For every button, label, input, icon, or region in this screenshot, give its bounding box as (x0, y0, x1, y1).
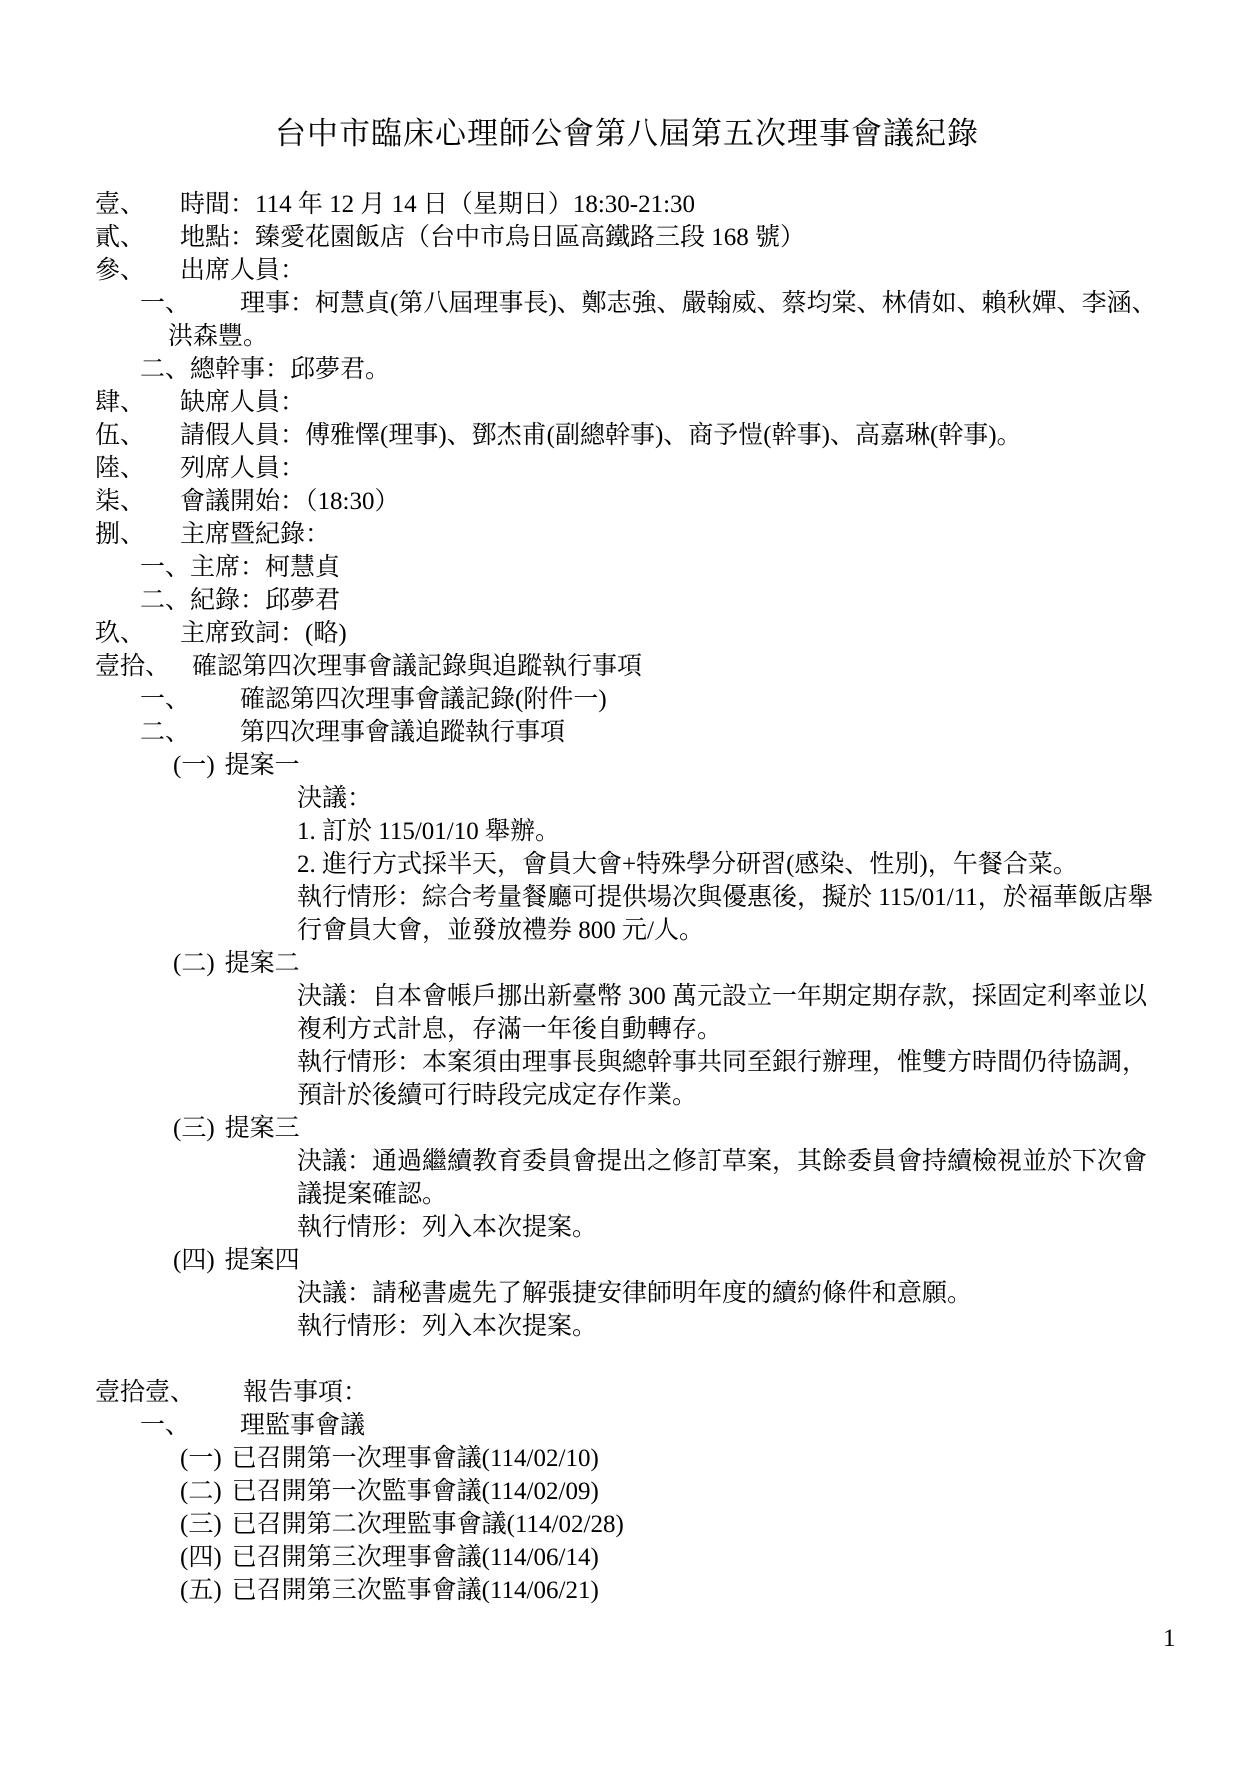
doc-line (0, 1475, 1254, 1508)
line-text: 議提案確認。 (297, 1181, 448, 1208)
line-marker: (二) (173, 950, 215, 977)
line-marker: 二、 (140, 587, 191, 614)
doc-line (0, 1376, 1254, 1409)
line-marker: 參、 (95, 257, 146, 284)
line-marker: 一、 (140, 1412, 191, 1439)
doc-line (0, 650, 1254, 683)
line-marker: (三) (180, 1511, 222, 1538)
doc-line (0, 1046, 1254, 1079)
blank-line (0, 1343, 1254, 1376)
line-text: 列席人員： (180, 455, 306, 482)
doc-line (0, 617, 1254, 650)
line-text: 時間：114 年 12 月 14 日（星期日）18:30-21:30 (180, 191, 696, 218)
line-text: 決議：通過繼續教育委員會提出之修訂草案，其餘委員會持續檢視並於下次會 (297, 1148, 1148, 1175)
line-marker: 二、 (140, 719, 191, 746)
line-text: 請假人員：傅雅懌(理事)、鄧杰甫(副總幹事)、商予愷(幹事)、高嘉琳(幹事)。 (180, 422, 1022, 449)
line-text: 主席暨紀錄： (180, 521, 331, 548)
doc-line (0, 1541, 1254, 1574)
line-text: 複利方式計息，存滿一年後自動轉存。 (297, 1016, 723, 1043)
document-title: 台中市臨床心理師公會第八屆第五次理事會議紀錄 (275, 116, 979, 151)
line-text: 主席致詞：(略) (180, 620, 347, 647)
doc-line (0, 1574, 1254, 1607)
line-marker: (二) (180, 1478, 222, 1505)
doc-line (0, 1244, 1254, 1277)
line-marker: (一) (173, 752, 215, 779)
line-marker: 一、 (140, 554, 191, 581)
line-marker: 捌、 (95, 521, 146, 548)
page-number: 1 (1163, 1625, 1176, 1652)
line-text: 預計於後續可行時段完成定存作業。 (297, 1082, 698, 1109)
doc-line (0, 353, 1254, 386)
line-text: 提案四 (224, 1247, 300, 1274)
line-marker: 壹拾、 (95, 653, 171, 680)
line-marker: (四) (180, 1544, 222, 1571)
doc-line (0, 221, 1254, 254)
doc-line (0, 1211, 1254, 1244)
line-text: 紀錄：邱夢君 (190, 587, 341, 614)
doc-line (0, 320, 1254, 353)
line-marker: (四) (173, 1247, 215, 1274)
line-text: 會議開始：（18:30） (180, 488, 400, 515)
line-text: 確認第四次理事會議記錄與追蹤執行事項 (192, 653, 643, 680)
doc-line (0, 1310, 1254, 1343)
doc-line (0, 683, 1254, 716)
line-marker: (五) (180, 1577, 222, 1604)
line-text: 已召開第三次監事會議(114/06/21) (231, 1577, 599, 1604)
line-marker: 伍、 (95, 422, 146, 449)
line-marker: 肆、 (95, 389, 146, 416)
line-text: 1. 訂於 115/01/10 舉辦。 (297, 818, 560, 845)
line-text: 理監事會議 (240, 1412, 366, 1439)
line-marker: 一、 (140, 290, 191, 317)
doc-line (0, 782, 1254, 815)
doc-line (0, 419, 1254, 452)
line-marker: 柒、 (95, 488, 146, 515)
doc-line (0, 815, 1254, 848)
line-text: 已召開第三次理事會議(114/06/14) (231, 1544, 599, 1571)
line-text: 第四次理事會議追蹤執行事項 (240, 719, 566, 746)
line-marker: 一、 (140, 686, 191, 713)
line-marker: (三) (173, 1115, 215, 1142)
doc-line (0, 254, 1254, 287)
line-text: 已召開第一次監事會議(114/02/09) (231, 1478, 599, 1505)
line-text: 決議：自本會帳戶挪出新臺幣 300 萬元設立一年期定期存款，採固定利率並以 (297, 983, 1148, 1010)
doc-line (0, 1079, 1254, 1112)
line-text: 提案三 (224, 1115, 300, 1142)
doc-line (0, 1112, 1254, 1145)
doc-line (0, 749, 1254, 782)
line-text: 執行情形：列入本次提案。 (297, 1214, 598, 1241)
line-marker: 貳、 (95, 224, 146, 251)
line-text: 提案一 (224, 752, 300, 779)
doc-line (0, 881, 1254, 914)
line-text: 提案二 (224, 950, 300, 977)
doc-line (0, 452, 1254, 485)
line-text: 總幹事：邱夢君。 (190, 356, 391, 383)
line-text: 理事：柯慧貞(第八屆理事長)、鄭志強、嚴翰威、蔡均棠、林倩如、賴秋嬋、李涵、 (240, 290, 1157, 317)
doc-line (0, 1013, 1254, 1046)
line-text: 2. 進行方式採半天，會員大會+特殊學分研習(感染、性別)，午餐合菜。 (297, 851, 1078, 878)
line-text: 行會員大會，並發放禮券 800 元/人。 (297, 917, 704, 944)
doc-line (0, 1409, 1254, 1442)
doc-line (0, 1178, 1254, 1211)
doc-line (0, 980, 1254, 1013)
line-marker: 陸、 (95, 455, 146, 482)
line-text: 執行情形：列入本次提案。 (297, 1313, 598, 1340)
line-text: 洪森豐。 (168, 323, 269, 350)
line-text: 出席人員： (180, 257, 306, 284)
line-text: 已召開第一次理事會議(114/02/10) (231, 1445, 599, 1472)
doc-line (0, 947, 1254, 980)
doc-line (0, 1277, 1254, 1310)
doc-line (0, 584, 1254, 617)
doc-line (0, 914, 1254, 947)
line-text: 已召開第二次理監事會議(114/02/28) (231, 1511, 624, 1538)
doc-line (0, 287, 1254, 320)
doc-line (0, 1442, 1254, 1475)
line-text: 報告事項： (243, 1379, 369, 1406)
line-text: 確認第四次理事會議記錄(附件一) (240, 686, 607, 713)
line-marker: 壹、 (95, 191, 146, 218)
document-lines (0, 188, 1254, 1607)
line-text: 執行情形：本案須由理事長與總幹事共同至銀行辦理，惟雙方時間仍待協調， (297, 1049, 1148, 1076)
line-marker: 玖、 (95, 620, 146, 647)
line-text: 主席：柯慧貞 (190, 554, 341, 581)
line-marker: 壹拾壹、 (95, 1379, 196, 1406)
line-text: 執行情形：綜合考量餐廳可提供場次與優惠後，擬於 115/01/11，於福華飯店舉 (297, 884, 1153, 911)
doc-line (0, 1508, 1254, 1541)
line-text: 決議： (297, 785, 373, 812)
line-text: 地點：臻愛花園飯店（台中市烏日區高鐵路三段 168 號） (180, 224, 806, 251)
doc-line (0, 386, 1254, 419)
doc-line (0, 485, 1254, 518)
line-marker: (一) (180, 1445, 222, 1472)
doc-line (0, 848, 1254, 881)
line-text: 決議：請秘書處先了解張捷安律師明年度的續約條件和意願。 (297, 1280, 973, 1307)
line-marker: 二、 (140, 356, 191, 383)
doc-line (0, 551, 1254, 584)
doc-line (0, 518, 1254, 551)
doc-line (0, 1145, 1254, 1178)
doc-line (0, 716, 1254, 749)
line-text: 缺席人員： (180, 389, 306, 416)
doc-line (0, 188, 1254, 221)
